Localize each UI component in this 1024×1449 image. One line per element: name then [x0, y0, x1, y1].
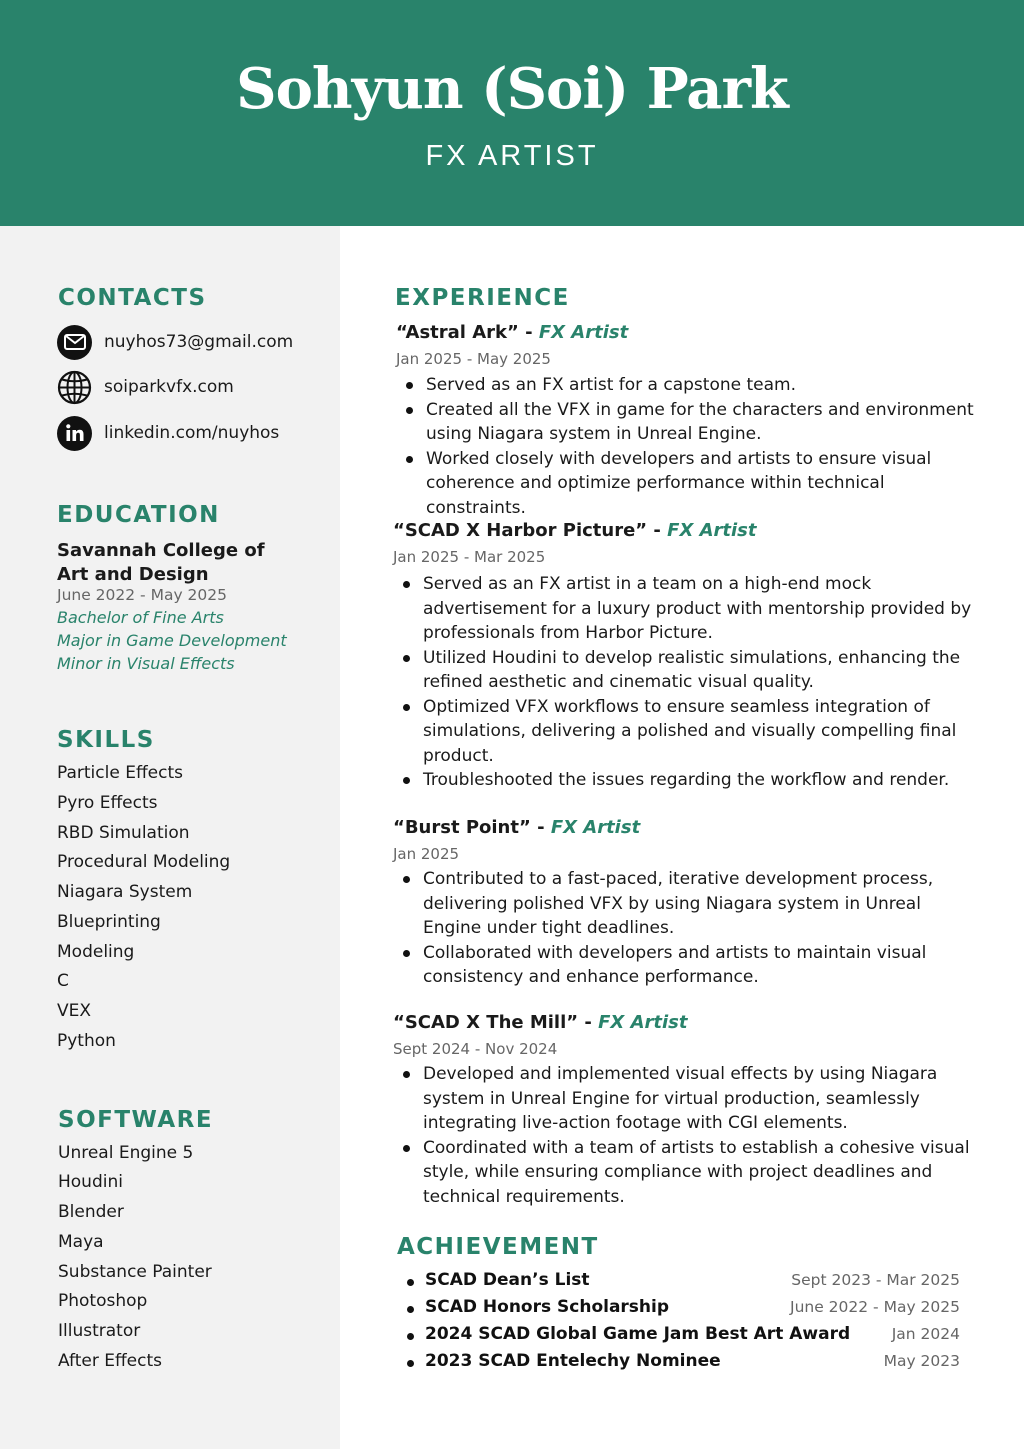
project-name: “Burst Point” — [393, 817, 531, 838]
skill-item: Particle Effects — [57, 763, 183, 783]
achievement-row — [397, 1351, 960, 1375]
job-bullets — [393, 1062, 973, 1209]
project-name: “SCAD X The Mill” — [393, 1012, 579, 1033]
job-bullets — [396, 373, 976, 520]
school-name: Savannah College of Art and Design — [57, 540, 265, 585]
candidate-name: Sohyun (Soi) Park — [236, 56, 788, 122]
software-item: Unreal Engine 5 — [58, 1143, 194, 1163]
job-title: FX ARTIST — [425, 140, 599, 172]
achievement-date: June 2022 - May 2025 — [790, 1298, 960, 1316]
achievement-date: May 2023 — [883, 1352, 960, 1370]
job-dates: Jan 2025 — [393, 845, 460, 863]
heading-separator: - — [578, 1012, 599, 1033]
bullet-item: Troubleshooted the issues regarding the workflow and render. — [393, 768, 973, 793]
heading-separator: - — [530, 817, 551, 838]
major-line: Major in Game Development — [57, 631, 287, 650]
linkedin-text: linkedin.com/nuyhos — [104, 423, 280, 443]
skill-item: Modeling — [57, 942, 135, 962]
software-heading: SOFTWARE — [58, 1107, 214, 1133]
bullet-dot — [407, 1306, 414, 1313]
bullet-item: Utilized Houdini to develop realistic simulations, enhancing the refined aesthetic and cinematic visual quality. — [393, 646, 973, 695]
achievement-date: Jan 2024 — [891, 1325, 960, 1343]
job-role: FX Artist — [550, 817, 641, 838]
skill-item: VEX — [57, 1001, 92, 1021]
achievement-row — [397, 1270, 960, 1294]
skill-item: Niagara System — [57, 882, 193, 902]
job-heading — [393, 817, 640, 838]
project-name: “Astral Ark” — [396, 322, 519, 343]
globe-icon — [57, 370, 92, 405]
software-item: Houdini — [58, 1172, 123, 1192]
job-dates: Jan 2025 - Mar 2025 — [393, 548, 546, 566]
heading-separator: - — [518, 322, 539, 343]
achievement-name: 2024 SCAD Global Game Jam Best Art Award — [425, 1324, 851, 1344]
job-role: FX Artist — [538, 322, 629, 343]
email-text: nuyhos73@gmail.com — [104, 332, 294, 352]
skill-item: C — [57, 971, 69, 991]
bullet-item: Worked closely with developers and artists to ensure visual coherence and optimize performance within technical constraints. — [396, 447, 976, 521]
bullet-dot — [407, 1279, 414, 1286]
achievement-row — [397, 1324, 960, 1348]
software-item: Blender — [58, 1202, 124, 1222]
achievement-date: Sept 2023 - Mar 2025 — [791, 1271, 960, 1289]
job-bullets — [393, 867, 973, 990]
achievement-row — [397, 1297, 960, 1321]
heading-separator: - — [647, 520, 668, 541]
achievement-name: SCAD Honors Scholarship — [425, 1297, 670, 1317]
bullet-item: Served as an FX artist for a capstone team. — [396, 373, 976, 398]
skill-item: RBD Simulation — [57, 823, 190, 843]
job-heading — [393, 520, 757, 541]
software-item: After Effects — [58, 1351, 163, 1371]
minor-line: Minor in Visual Effects — [57, 654, 235, 673]
skill-item: Pyro Effects — [57, 793, 158, 813]
degree-line: Bachelor of Fine Arts — [57, 608, 224, 627]
bullet-item: Contributed to a fast-paced, iterative development process, delivering polished VFX by using Niagara system in Unreal Engine under tight deadlines. — [393, 867, 973, 941]
software-item: Photoshop — [58, 1291, 148, 1311]
job-heading — [396, 322, 628, 343]
bullet-item: Served as an FX artist in a team on a high-end mock advertisement for a luxury product with mentorship provided by professionals from Harbor Picture. — [393, 572, 973, 646]
skill-item: Python — [57, 1031, 116, 1051]
software-item: Substance Painter — [58, 1262, 212, 1282]
contact-linkedin[interactable] — [57, 415, 279, 451]
experience-heading: EXPERIENCE — [395, 285, 570, 311]
job-heading — [393, 1012, 687, 1033]
bullet-dot — [407, 1333, 414, 1340]
achievement-heading: ACHIEVEMENT — [397, 1234, 599, 1260]
achievement-name: SCAD Dean’s List — [425, 1270, 590, 1290]
job-dates: Sept 2024 - Nov 2024 — [393, 1040, 558, 1058]
software-item: Illustrator — [58, 1321, 141, 1341]
contact-email[interactable] — [57, 324, 293, 360]
contacts-heading: CONTACTS — [58, 285, 207, 311]
achievement-name: 2023 SCAD Entelechy Nominee — [425, 1351, 721, 1371]
bullet-item: Collaborated with developers and artists to maintain visual consistency and enhance performance. — [393, 941, 973, 990]
skills-heading: SKILLS — [57, 727, 155, 753]
header-banner — [0, 0, 1024, 226]
project-name: “SCAD X Harbor Picture” — [393, 520, 648, 541]
job-bullets — [393, 572, 973, 793]
job-dates: Jan 2025 - May 2025 — [396, 350, 551, 368]
skill-item: Blueprinting — [57, 912, 161, 932]
education-dates: June 2022 - May 2025 — [57, 586, 227, 604]
website-text: soiparkvfx.com — [104, 377, 234, 397]
bullet-item: Coordinated with a team of artists to establish a cohesive visual style, while ensuring compliance with project deadlines and technical requirements. — [393, 1136, 973, 1210]
skill-item: Procedural Modeling — [57, 852, 231, 872]
bullet-dot — [407, 1360, 414, 1367]
bullet-item: Created all the VFX in game for the characters and environment using Niagara system in Unreal Engine. — [396, 398, 976, 447]
bullet-item: Optimized VFX workflows to ensure seamless integration of simulations, delivering a polished and visually compelling final product. — [393, 695, 973, 769]
envelope-icon — [57, 325, 92, 360]
software-item: Maya — [58, 1232, 104, 1252]
linkedin-icon — [57, 416, 92, 451]
job-role: FX Artist — [598, 1012, 688, 1033]
job-role: FX Artist — [667, 520, 757, 541]
education-heading: EDUCATION — [57, 502, 220, 528]
bullet-item: Developed and implemented visual effects by using Niagara system in Unreal Engine for virtual production, seamlessly integrating live-action footage with CGI elements. — [393, 1062, 973, 1136]
contact-website[interactable] — [57, 369, 234, 405]
